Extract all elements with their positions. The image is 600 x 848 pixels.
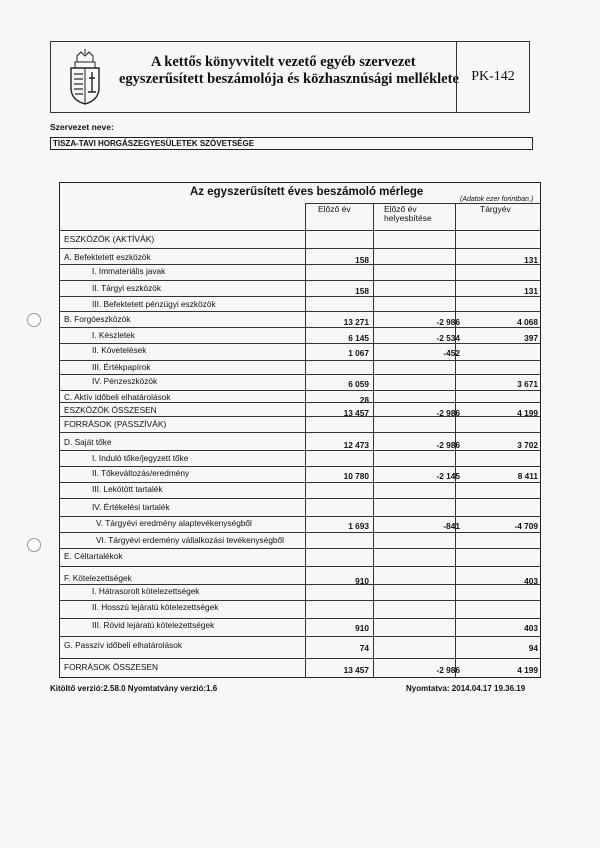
form-title-line1: A kettős könyvvitelt vezető egyéb szervezet (151, 54, 416, 70)
row-label: I. Induló tőke/jegyzett tőke (92, 453, 189, 463)
col-header-prev-year: Előző év (318, 204, 351, 214)
grid-line (59, 327, 541, 328)
row-label: I. Készletek (92, 330, 135, 340)
row-value-curr: 3 671 (517, 379, 538, 389)
row-value-prev: 1 693 (348, 521, 369, 531)
row-label: C. Aktív időbeli elhatárolások (64, 392, 171, 402)
row-value-corr: -452 (443, 348, 460, 358)
row-value-curr: 4 199 (517, 408, 538, 418)
grid-line (59, 516, 541, 517)
row-label: IV. Értékelési tartalék (92, 502, 170, 512)
row-value-prev: 910 (355, 623, 369, 633)
row-value-corr: -2 986 (436, 317, 460, 327)
row-value-curr: 403 (524, 576, 538, 586)
org-name-label: Szervezet neve: (50, 122, 114, 132)
row-value-prev: 1 067 (348, 348, 369, 358)
grid-line (59, 296, 541, 297)
row-label: G. Passzív időbeli elhatárolások (64, 640, 183, 650)
row-value-corr: -841 (443, 521, 460, 531)
grid-line (59, 498, 541, 499)
grid-line (59, 402, 541, 403)
row-value-prev: 6 059 (348, 379, 369, 389)
grid-line (59, 416, 541, 417)
row-value-prev: 10 780 (343, 471, 369, 481)
grid-line (59, 482, 541, 483)
row-value-prev: 13 457 (343, 665, 369, 675)
version-info: Kitöltő verzió:2.58.0 Nyomtatvány verzió:1.6 (50, 684, 218, 693)
col-header-current-year: Tárgyév (480, 204, 511, 214)
row-value-corr: -2 986 (436, 440, 460, 450)
row-value-curr: -4 709 (514, 521, 538, 531)
assets-heading: ESZKÖZÖK (AKTÍVÁK) (64, 234, 155, 244)
grid-line (59, 466, 541, 467)
grid-line (59, 584, 541, 585)
grid-line (59, 618, 541, 619)
form-title (119, 54, 479, 88)
grid-line (59, 600, 541, 601)
row-value-prev: 13 457 (343, 408, 369, 418)
row-value-curr: 397 (524, 333, 538, 343)
row-value-prev: 13 271 (343, 317, 369, 327)
grid-line (59, 280, 541, 281)
row-label: III. Lekötött tartalék (92, 484, 163, 494)
grid-line (59, 374, 541, 375)
form-code: PK-142 (456, 42, 529, 112)
row-label: VI. Tárgyévi erdemény vállalkozási tevékenységből (96, 535, 285, 545)
row-value-corr: -2 986 (436, 408, 460, 418)
row-value-prev: 74 (359, 643, 369, 653)
row-label: D. Saját tőke (64, 437, 112, 447)
print-timestamp: Nyomtatva: 2014.04.17 19.36.19 (406, 684, 526, 693)
row-value-prev: 910 (355, 576, 369, 586)
row-label: IV. Pénzeszközök (92, 376, 158, 386)
row-label: E. Céltartalékok (64, 551, 123, 561)
grid-line (59, 658, 541, 659)
row-value-curr: 4 068 (517, 317, 538, 327)
row-label: III. Rövid lejáratú kötelezettségek (92, 620, 215, 630)
row-label: FORRÁSOK ÖSSZESEN (64, 662, 159, 672)
grid-line (59, 248, 541, 249)
row-value-curr: 8 411 (517, 471, 538, 481)
grid-line (59, 432, 541, 433)
row-label: ESZKÖZÖK ÖSSZESEN (64, 405, 157, 415)
row-label: II. Tőkeváltozás/eredmény (92, 468, 190, 478)
balance-title: Az egyszerűsített éves beszámoló mérlege (190, 186, 424, 198)
grid-line (373, 203, 374, 677)
row-value-curr: 131 (524, 286, 538, 296)
grid-line (59, 636, 541, 637)
form-header (50, 41, 530, 113)
row-value-prev: 28 (359, 395, 369, 405)
row-label: F. Kötelezettségek (64, 573, 132, 583)
row-label: I. Immateriális javak (92, 266, 166, 276)
binder-hole (27, 313, 41, 327)
row-label: II. Hosszú lejáratú kötelezettségek (92, 602, 219, 612)
row-label: I. Hátrasorolt kötelezettségek (92, 586, 200, 596)
grid-line (59, 230, 541, 231)
coat-of-arms-icon (61, 48, 109, 106)
grid-line (59, 548, 541, 549)
grid-line (59, 566, 541, 567)
row-value-curr: 403 (524, 623, 538, 633)
org-name-field: TISZA-TAVI HORGÁSZEGYESÜLETEK SZÖVETSÉGE (50, 137, 533, 150)
col-header-prev-correction: Előző év helyesbítése (384, 204, 432, 223)
row-value-curr: 94 (528, 643, 538, 653)
binder-hole (27, 538, 41, 552)
row-label: V. Tárgyévi eredmény alaptevékenységből (96, 518, 252, 528)
grid-line (59, 450, 541, 451)
grid-line (59, 360, 541, 361)
grid-line (59, 532, 541, 533)
row-label: III. Befektetett pénzügyi eszközök (92, 299, 216, 309)
row-value-curr: 3 702 (517, 440, 538, 450)
grid-line (305, 203, 306, 677)
grid-line (305, 203, 541, 204)
row-value-corr: -2 145 (436, 471, 460, 481)
form-title-line2: egyszerűsített beszámolója és közhasznúsági melléklete (119, 71, 459, 87)
row-value-prev: 158 (355, 255, 369, 265)
row-label: B. Forgóeszközök (64, 314, 131, 324)
grid-line (59, 343, 541, 344)
row-value-prev: 158 (355, 286, 369, 296)
row-value-corr: -2 534 (436, 333, 460, 343)
unit-note: (Adatok ezer forintban.) (460, 196, 534, 203)
grid-line (59, 264, 541, 265)
row-value-curr: 4 199 (517, 665, 538, 675)
grid-line (59, 390, 541, 391)
liabilities-heading: FORRÁSOK (PASSZÍVÁK) (64, 419, 167, 429)
row-value-prev: 6 145 (348, 333, 369, 343)
row-value-curr: 131 (524, 255, 538, 265)
row-label: A. Befektetett eszközök (64, 252, 151, 262)
row-label: II. Követelések (92, 345, 147, 355)
grid-line (59, 311, 541, 312)
row-label: II. Tárgyi eszközök (92, 283, 162, 293)
row-value-prev: 12 473 (343, 440, 369, 450)
row-value-corr: -2 986 (436, 665, 460, 675)
row-label: III. Értékpapírok (92, 362, 151, 372)
